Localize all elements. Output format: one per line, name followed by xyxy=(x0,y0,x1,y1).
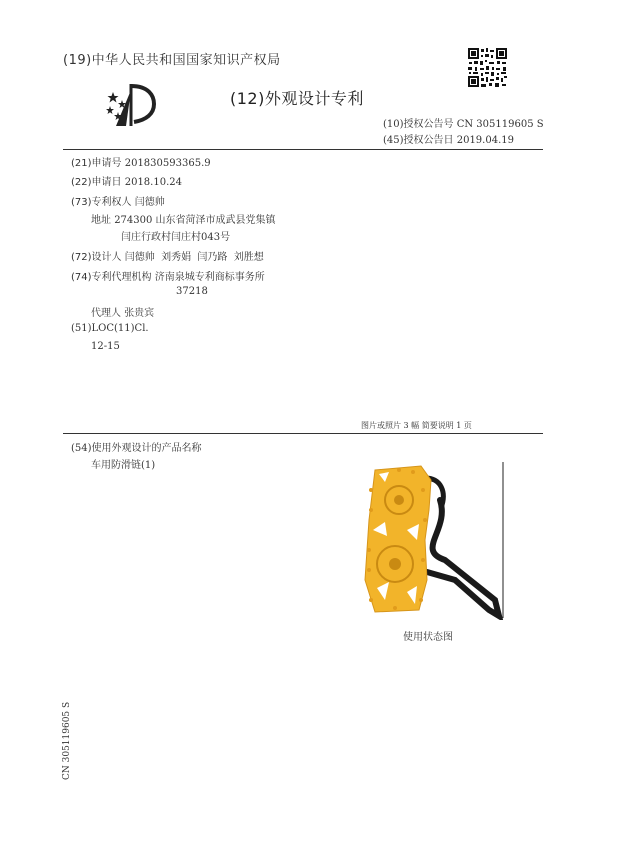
address-line2: 闫庄行政村闫庄村043号 xyxy=(121,232,231,243)
patentee-value: 闫德帅 xyxy=(134,197,165,208)
address xyxy=(91,211,276,226)
designers xyxy=(71,248,264,263)
qr-code-icon xyxy=(467,47,508,88)
publication-number-value: CN 305119605 S xyxy=(456,119,544,130)
application-date-label: (22)申请日 xyxy=(71,177,122,188)
address-line1: 274300 山东省菏泽市成武县党集镇 xyxy=(114,215,276,226)
application-date xyxy=(71,173,182,188)
loc-classification-label: (51)LOC(11)Cl. xyxy=(71,323,149,334)
application-date-value: 2018.10.24 xyxy=(124,177,182,188)
office-name: (19)中华人民共和国国家知识产权局 xyxy=(63,53,281,68)
loc-classification-value: 12-15 xyxy=(91,341,120,352)
snow-chain-figure xyxy=(355,460,505,620)
publication-date-label: (45)授权公告日 xyxy=(383,135,454,146)
agent-label: 代理人 xyxy=(91,308,121,319)
publication-date xyxy=(383,131,514,146)
section-divider xyxy=(63,433,543,434)
cnipa-emblem-icon xyxy=(104,82,158,128)
header-divider xyxy=(63,149,543,150)
product-name-label: (54)使用外观设计的产品名称 xyxy=(71,443,202,454)
publication-number-label: (10)授权公告号 xyxy=(383,119,454,130)
designers-value: 闫德帅 刘秀娟 闫乃路 刘胜想 xyxy=(124,252,264,263)
application-number-value: 201830593365.9 xyxy=(124,158,211,169)
document-type-title: (12)外观设计专利 xyxy=(230,89,364,108)
agency-label: (74)专利代理机构 xyxy=(71,272,152,283)
agency-code: 37218 xyxy=(176,286,208,297)
agency xyxy=(71,268,265,283)
vertical-publication-number xyxy=(62,690,76,780)
address-label: 地址 xyxy=(91,215,111,226)
vertical-publication-number-text: CN 305119605 S xyxy=(62,701,72,780)
agent xyxy=(91,304,154,319)
agency-value: 济南泉城专利商标事务所 xyxy=(154,272,265,283)
publication-date-value: 2019.04.19 xyxy=(456,135,514,146)
application-number xyxy=(71,154,211,169)
agent-value: 张贵宾 xyxy=(124,308,155,319)
patentee-label: (73)专利权人 xyxy=(71,197,132,208)
product-name: 车用防滑链(1) xyxy=(91,460,156,471)
designers-label: (72)设计人 xyxy=(71,252,122,263)
figure-count: 图片或照片 3 幅 简要说明 1 页 xyxy=(361,421,472,430)
figure-caption: 使用状态图 xyxy=(403,632,453,643)
publication-number xyxy=(383,115,544,130)
application-number-label: (21)申请号 xyxy=(71,158,122,169)
patentee xyxy=(71,193,165,208)
